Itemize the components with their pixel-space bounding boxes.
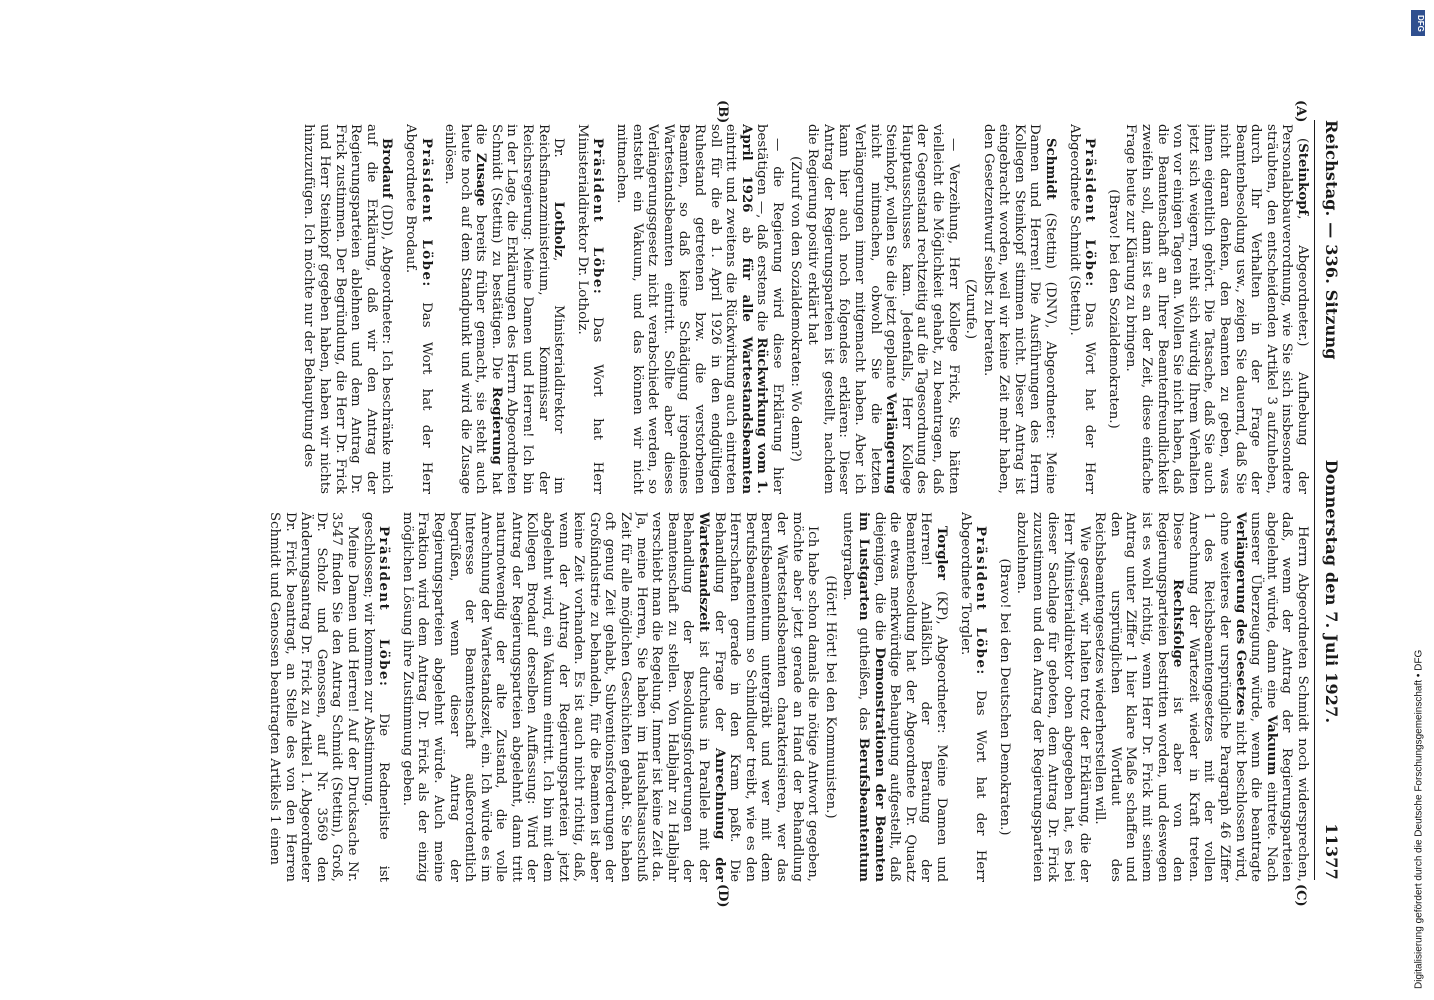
paragraph: Ich habe schon damals die nötige Antwort gegeben, möchte aber jetzt gerade an Hand der Behandlung der Wartestandsbeamten charakterisieren, wer das Berufsbeamtentum untergräbt und wer mit dem Berufsbeamtentum so Schindluder treibt, wie es den Herrschaften gerade in den Kram paßt. Die Behandlung der Frage der Anrechnung der Wartestandszeit ist durchaus in Parallele mit der Behandlung der Besoldungsforderungen der Beamtenschaft zu stellen. Von Halbjahr zu Halbjahr verschiebt man die Regelung. Immer ist keine Zeit da. Ja, meine Herren, Sie haben im Haushaltsausschuß Zeit für alle möglichen Geschichten gehabt. Sie haben oft genug Zeit gehabt, Subventionsforderungen der Großindustrie zu behandeln, für die Beamten ist aber keine Zeit vorhanden. Es ist auch nicht richtig, daß, wenn der Antrag der Regierungsparteien jetzt abgelehnt wird, ein Vakuum eintritt. Ich bin mit dem Kollegen Brodauf derselben Auffassung: Wird der Antrag der Regierungsparteien abgelehnt, dann tritt naturnotwendig der alte Zustand, die volle Anrechnung der Wartestandszeit, ein. Ich würde es im Interesse der Beamtenschaft außerordentlich begrüßen, wenn dieser Antrag der Regierungsparteien abgelehnt würde. Auch meine Fraktion wird dem Antrag Dr. Frick als der einzig möglichen Lösung ihre Zustimmung geben. [399,512,821,882]
header-left: Reichstag. — 336. Sitzung [1322,120,1341,360]
paragraph: Wie gesagt, wir halten trotz der Erklärung, die der Herr Ministerialdirektor oben abgegeben hat, es bei dieser Sachlage für geboten, dem Antrag Dr. Frick zuzustimmen und den Antrag der Regierungsparteien abzulehnen. [1014,512,1092,882]
speaker-paragraph: Dr. Lotholz, Ministerialdirektor im Reichsfinanzministerium, Kommissar der Reichsregierung: Meine Damen und Herren! Ich bin in der Lage, die Erklärungen des Herrn Abgeordneten Schmidt (Stettin) zu bestätigen. Die Regierung hat die Zusage bereits früher gemacht, sie steht auch heute noch auf dem Standpunkt und wird die Zusage einlösen. [442,124,567,494]
dfg-stamp [1408,0,1430,1000]
speaker-paragraph: Präsident Löbe: Das Wort hat der Herr Abgeordnete Torgler. [957,512,989,882]
interjection: (Bravo! bei den Deutschen Demokraten.) [996,558,1012,836]
speaker-paragraph: Präsident Löbe: Das Wort hat Herr Ministerialdirektor Dr. Lotholz. [574,124,606,494]
speaker-paragraph: Präsident Löbe: Das Wort hat der Herr Abgeordnete Schmidt (Stettin). [1066,124,1098,494]
speaker-paragraph: Torgler (KP), Abgeordneter: Meine Damen und Herren! Anläßlich der Beratung der Beamtenbesoldung hat der Abgeordnete Dr. Quaatz die etwas merkwürdige Behauptung aufgestellt, daß diejenigen, die die Demonstrationen der Beamten im Lustgarten gutheißen, das Berufsbeamtentum untergraben. [840,512,949,882]
interjection: (Zuruf von den Sozialdemokraten: Wo denn?) [787,156,803,462]
margin-marker-d: (D) [715,884,730,908]
page-number: 11377 [1322,823,1341,880]
speaker-paragraph: Präsident Löbe: Die Rednerliste ist geschlossen; wir kommen zur Abstimmung. [360,512,392,882]
text-column-right [120,512,1310,882]
dfg-funding-note: Digitalisierung gefördert durch die Deutsche Forschungsgemeinschaft • DFG [1413,649,1425,989]
margin-marker-a: (A) [1293,100,1308,123]
paragraph: Meine Damen und Herren! Auf der Drucksache Nr. 3547 finden Sie den Antrag Schmidt (Stettin), Groß, Dr. Scholz und Genossen, auf Nr. 3569 den Änderungsantrag Dr. Frick zu Artikel 1. Abgeordneter Dr. Frick beantragt, an Stelle des von den Herren Schmidt und Genossen beantragten Artikels 1 einen [267,512,360,882]
interjection: (Bravo! bei den Sozialdemokraten.) [1105,189,1121,429]
interjection: (Zurufe.) [963,278,979,340]
header-rule [1314,120,1315,880]
speaker-paragraph: Präsident Löbe: Das Wort hat der Herr Abgeordnete Brodauf. [402,124,434,494]
paragraph: — die Regierung wird diese Erklärung hier bestätigen —, daß erstens die Rückwirkung vom 1. April 1926 ab für alle Wartestandsbeamten eintritt und zweitens die Rückwirkung auch eintreten soll für die ab 1. April 1926 in den endgültigen Ruhestand getretenen bzw. die verstorbenen Beamten, so daß keine Schädigung irgendeines Wartestandsbeamten eintritt. Sollte aber dieses Verlängerungsgesetz nicht verabschiedet werden, so entsteht ein Vakuum, und das können wir nicht mitmachen. [614,124,785,494]
page-header [1319,120,1341,880]
header-date: Donnerstag den 7. Juli 1927. [1322,459,1341,724]
speaker-paragraph: Schmidt (Stettin) (DNV), Abgeordneter: Meine Damen und Herren! Die Ausführungen des Herrn Kollegen Steinkopf stimmen nicht. Dieser Antrag ist eingebracht worden, weil wir keine Zeit mehr haben, den Gesetzentwurf selbst zu beraten. [980,124,1059,494]
paragraph: (Steinkopf, Abgeordneter.) Aufhebung der Personalabbauverordnung, wie Sie sich insbesondere sträubten, den entscheidenden Artikel 3 aufzuheben, durch Ihr Verhalten in der Frage der Beamtenbesoldung usw., zeigen Sie dauernd, daß Sie nicht daran denken, den Beamten zu geben, was ihnen eigentlich gehört. Die Tatsache, daß Sie auch jetzt sich weigern, reiht sich würdig Ihrem Verhalten von vor einigen Tagen an. Wollen Sie nicht haben, daß die Beamtenschaft an Ihrer Beamtenfreundlichkeit zweifeln soll, dann ist es an der Zeit, diese einfache Frage heute zur Klärung zu bringen. [1123,124,1310,494]
interjection: (Hört! Hört! bei den Kommunisten.) [822,575,838,819]
paragraph: — Verzeihung, Herr Kollege Frick, Sie hätten vielleicht die Möglichkeit gehabt, zu beantragen, daß der Gegenstand rechtzeitig auf die Tagesordnung des Hauptausschusses kam. Jedenfalls, Herr Kollege Steinkopf, wollen Sie die jetzt geplante Verlängerung nicht mitmachen, obwohl Sie die letzten Verlängerungen immer mitgemacht haben. Aber ich kann hier auch noch folgendes erklären: Dieser Antrag der Regierungsparteien ist gestellt, nachdem die Regierung positiv erklärt hat [805,124,961,494]
text-column-left [120,124,1310,494]
margin-marker-c: (C) [1293,884,1308,907]
margin-marker-b: (B) [715,100,730,124]
paragraph: Herrn Abgeordneten Schmidt noch widersprechen, daß, wenn der Antrag der Regierungsparteien abgelehnt würde, dann eine Vakuum eintrete. Nach unserer Überzeugung würde, wenn die beantragte Verlängerung des Gesetzes nicht beschlossen wird, ohne weiteres der ursprüngliche Paragraph 46 Ziffer 1 des Reichsbeamtengesetzes mit der vollen Anrechnung der Wartezeit wieder in Kraft treten. Diese Rechtsfolge ist aber von den Regierungsparteien bestritten worden, und deswegen ist es wohl richtig, wenn Herr Dr. Frick mit seinem Antrag unter Ziffer 1 hier klare Maße schaffen und den ursprünglichen Wortlaut des Reichsbeamtengesetzes wiederherstellen will. [1092,512,1310,882]
dfg-logo: DFG [1411,10,1425,36]
speaker-paragraph: Brodauf (DD), Abgeordneter: Ich beschränke mich auf die Erklärung, daß wir den Antrag der Regierungsparteien ablehnen und dem Antrag Dr. Frick zustimmen. Der Begründung, die Herr Dr. Frick und Herr Steinkopf gegeben haben, haben wir nichts hinzuzufügen. Ich möchte nur der Behauptung des [301,124,395,494]
